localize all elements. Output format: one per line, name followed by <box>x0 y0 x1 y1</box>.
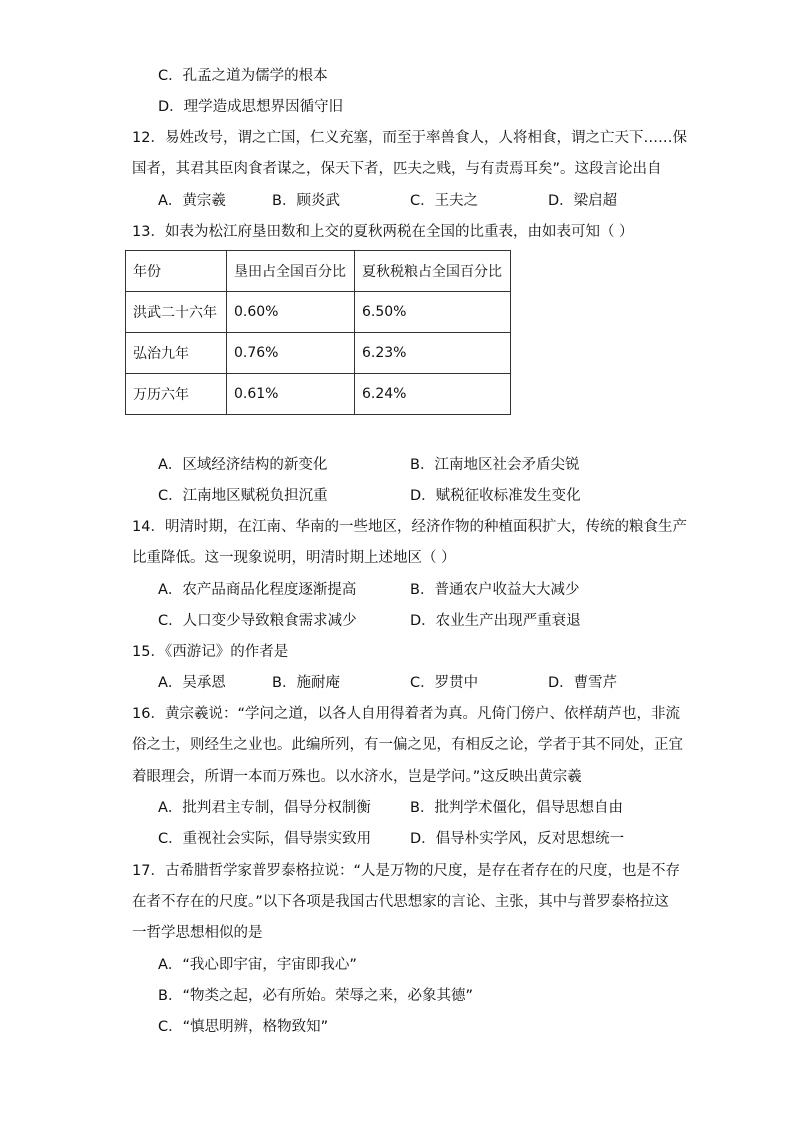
table-row <box>126 374 511 415</box>
q16-stem-line1: 16．黄宗羲说：“学问之道，以各人自用得着者为真。凡倚门傍户、依样葫芦也，非流 <box>132 706 680 722</box>
q17-option-a: A．“我心即宇宙，宇宙即我心” <box>158 957 357 973</box>
q12-option-a: A．黄宗羲 <box>158 193 226 209</box>
table-header-cell: 垦田占全国百分比 <box>227 251 355 292</box>
table-header-row <box>126 251 511 292</box>
q13-option-b: B．江南地区社会矛盾尖锐 <box>410 457 580 473</box>
q17-stem-line2: 在者不存在的尺度。”以下各项是我国古代思想家的言论、主张，其中与普罗泰格拉这 <box>132 894 669 910</box>
table-cell: 弘治九年 <box>126 333 227 374</box>
q14-option-c: C．人口变少导致粮食需求减少 <box>158 613 357 629</box>
q13-option-a: A．区域经济结构的新变化 <box>158 457 328 473</box>
table-cell: 0.76% <box>227 333 355 374</box>
q15-option-c: C．罗贯中 <box>410 675 479 691</box>
table-cell: 6.50% <box>355 292 511 333</box>
table-header-cell: 年份 <box>126 251 227 292</box>
table-header-cell: 夏秋税粮占全国百分比 <box>355 251 511 292</box>
q12-option-d: D．梁启超 <box>548 193 618 209</box>
q15-option-b: B．施耐庵 <box>272 675 340 691</box>
table-row <box>126 292 511 333</box>
table-row <box>126 333 511 374</box>
q14-option-a: A．农产品商品化程度逐渐提高 <box>158 582 357 598</box>
table-cell: 6.23% <box>355 333 511 374</box>
q14-option-b: B．普通农户收益大大减少 <box>410 582 580 598</box>
q17-stem-line3: 一哲学思想相似的是 <box>132 925 263 941</box>
q11-option-c: C．孔孟之道为儒学的根本 <box>158 68 328 84</box>
table-cell: 万历六年 <box>126 374 227 415</box>
q16-option-d: D．倡导朴实学风，反对思想统一 <box>410 831 625 847</box>
q16-stem-line3: 着眼理会，所谓一本而万殊也。以水济水，岂是学问。”这反映出黄宗羲 <box>132 769 582 785</box>
table-cell: 0.60% <box>227 292 355 333</box>
q17-option-c: C．“慎思明辨，格物致知” <box>158 1019 329 1035</box>
q11-option-d: D．理学造成思想界因循守旧 <box>158 99 344 115</box>
q16-option-b: B．批判学术僵化，倡导思想自由 <box>410 800 623 816</box>
q16-option-a: A．批判君主专制，倡导分权制衡 <box>158 800 371 816</box>
table-cell: 洪武二十六年 <box>126 292 227 333</box>
q13-option-c: C．江南地区赋税负担沉重 <box>158 488 328 504</box>
q15-option-a: A．吴承恩 <box>158 675 226 691</box>
q15-option-d: D．曹雪芹 <box>548 675 618 691</box>
q12-stem-line1: 12．易姓改号，谓之亡国，仁义充塞，而至于率兽食人，人将相食，谓之亡天下……保 <box>132 130 687 146</box>
q14-stem-line2: 比重降低。这一现象说明，明清时期上述地区（ ） <box>132 550 456 566</box>
q17-option-b: B．“物类之起，必有所始。荣辱之来，必象其德” <box>158 988 473 1004</box>
q14-stem-line1: 14．明清时期，在江南、华南的一些地区，经济作物的种植面积扩大，传统的粮食生产 <box>132 519 687 535</box>
q12-stem-line2: 国者，其君其臣肉食者谋之，保天下者，匹夫之贱，与有责焉耳矣”。这段言论出自 <box>132 161 662 177</box>
q17-stem-line1: 17．古希腊哲学家普罗泰格拉说：“人是万物的尺度，是存在者存在的尺度，也是不存 <box>132 863 680 879</box>
q16-stem-line2: 俗之士，则经生之业也。此编所列，有一偏之见，有相反之论，学者于其不同处，正宜 <box>132 737 683 753</box>
table-cell: 0.61% <box>227 374 355 415</box>
q14-option-d: D．农业生产出现严重衰退 <box>410 613 581 629</box>
q12-option-b: B．顾炎武 <box>272 193 340 209</box>
q13-data-table <box>125 250 511 415</box>
q13-stem: 13．如表为松江府垦田数和上交的夏秋两税在全国的比重表，由如表可知（ ） <box>132 224 634 240</box>
q13-option-d: D．赋税征收标准发生变化 <box>410 488 581 504</box>
q16-option-c: C．重视社会实际，倡导崇实致用 <box>158 831 372 847</box>
q15-stem: 15．《西游记》的作者是 <box>132 644 289 660</box>
q12-option-c: C．王夫之 <box>410 193 479 209</box>
table-cell: 6.24% <box>355 374 511 415</box>
